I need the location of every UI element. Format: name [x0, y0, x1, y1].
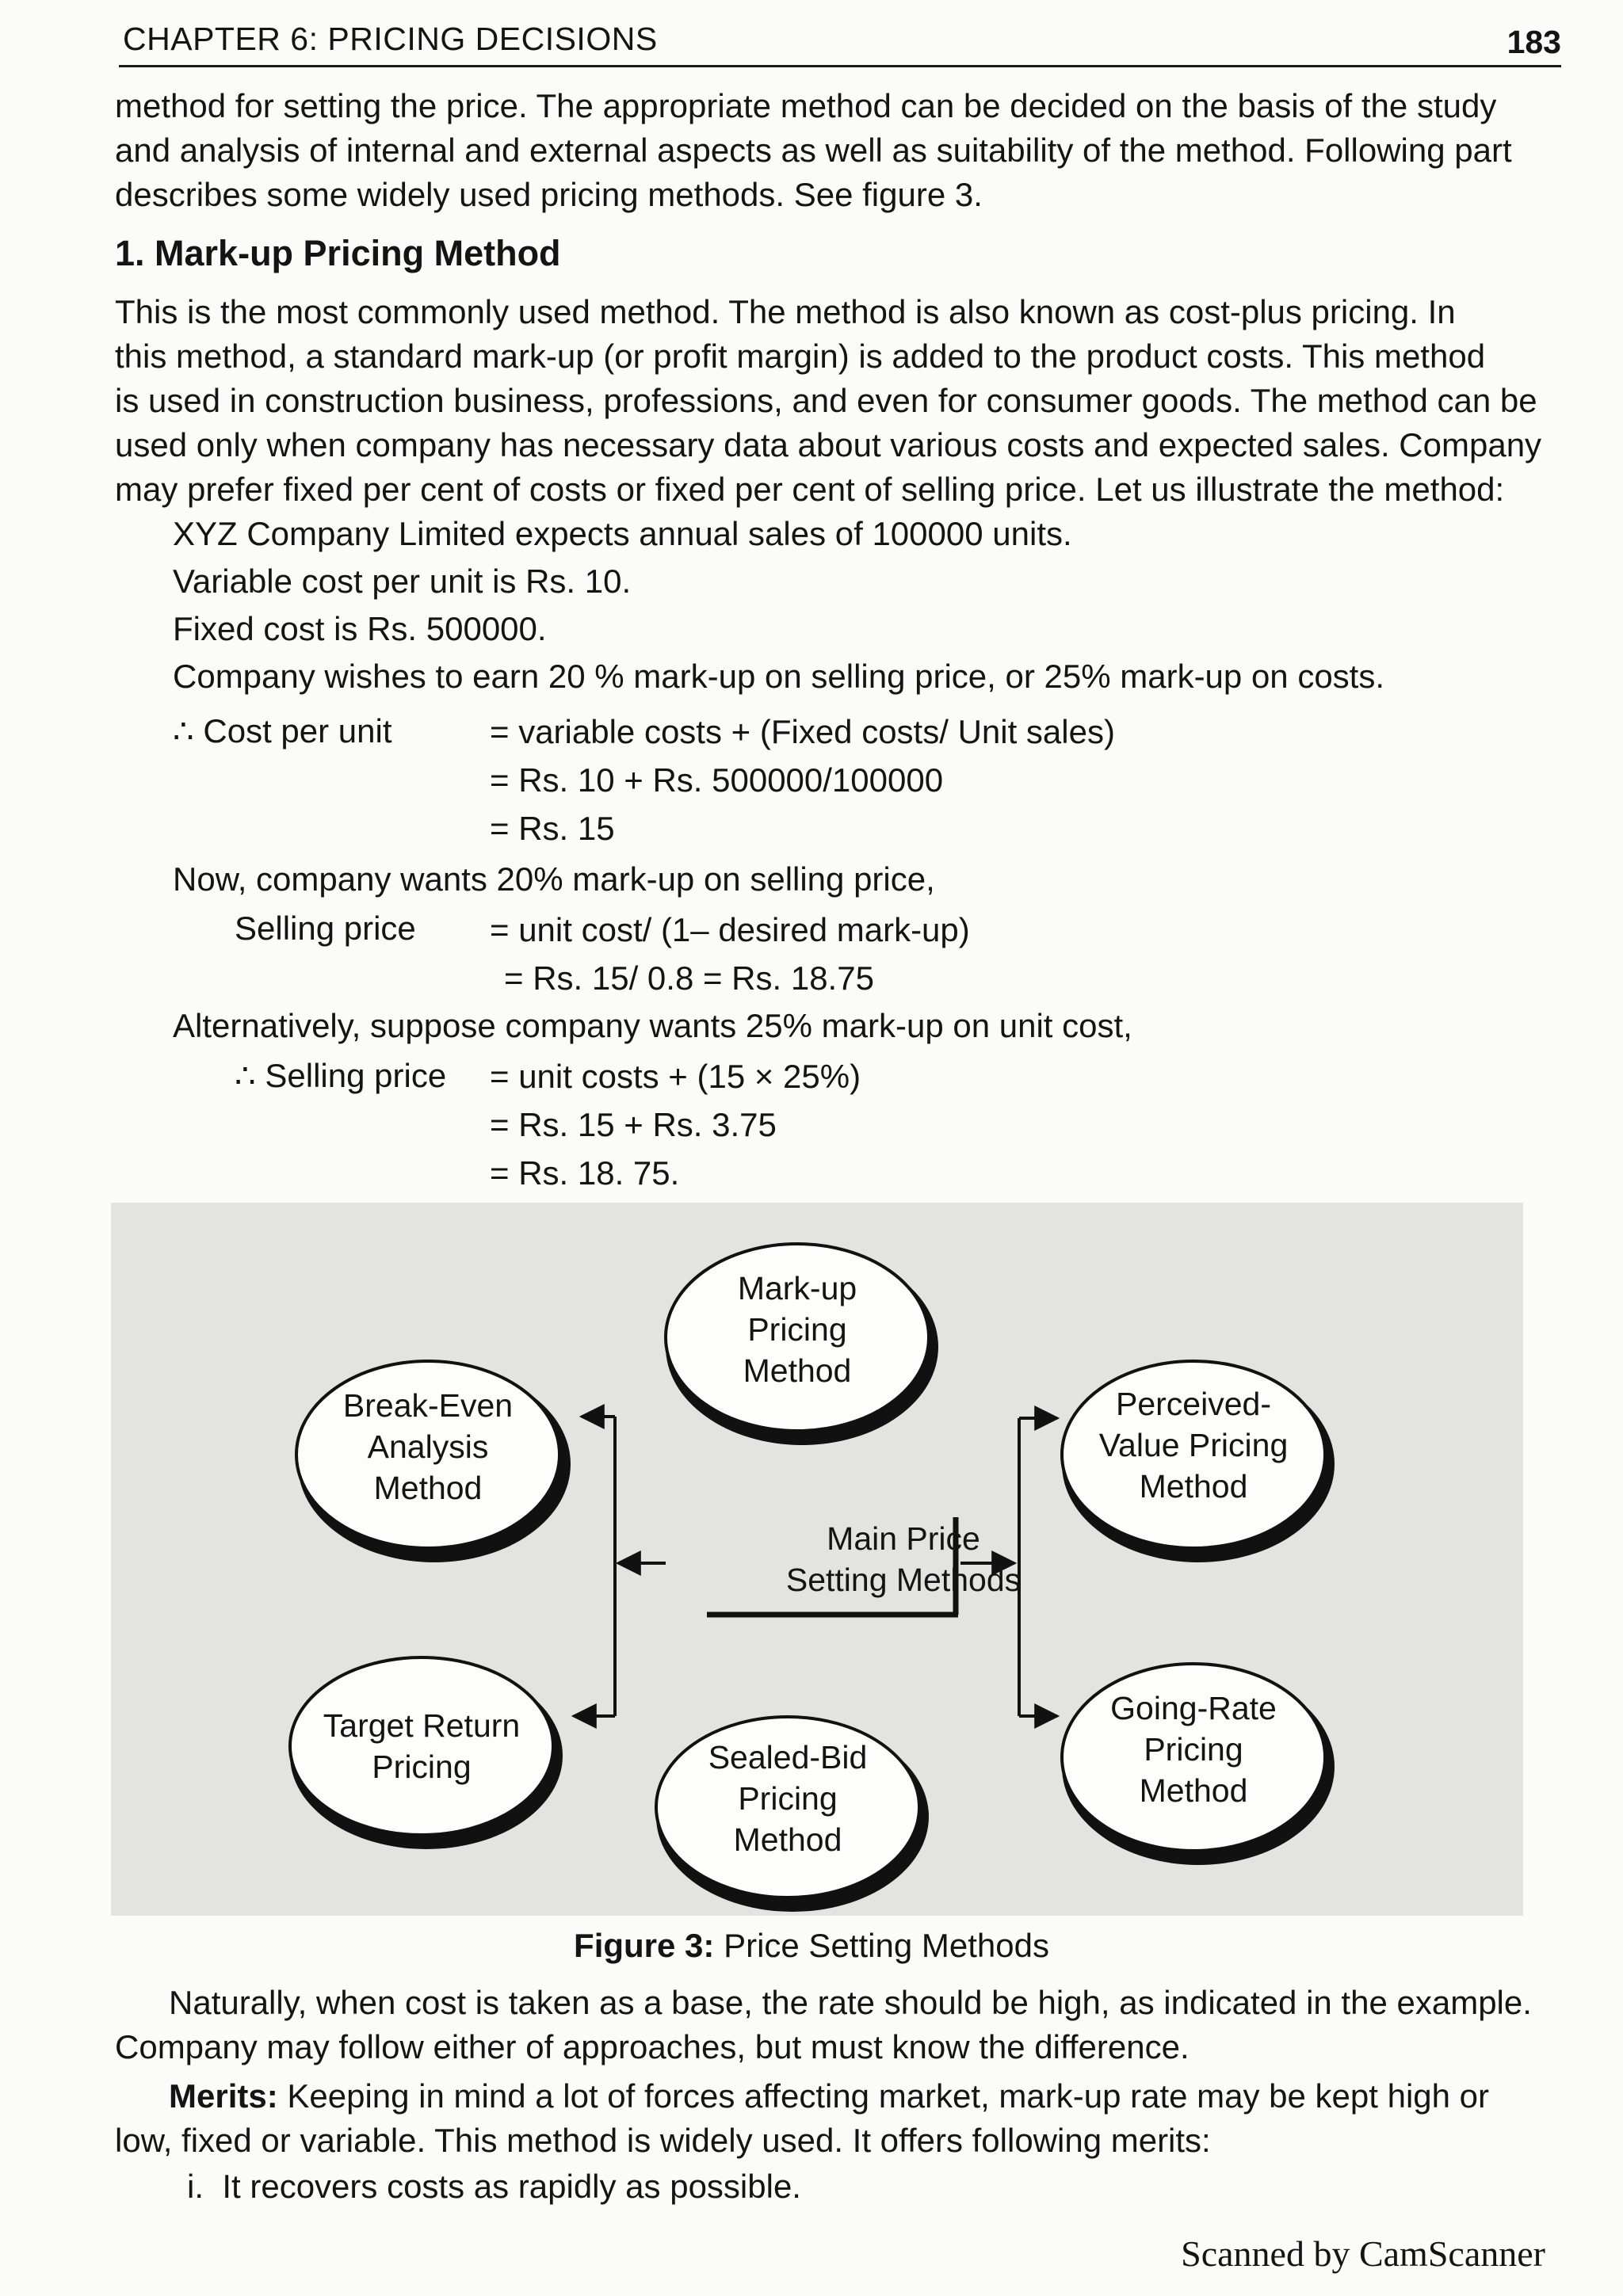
node-label: Value Pricing: [1098, 1427, 1289, 1463]
selling-price-step: = unit cost/ (1– desired mark-up): [490, 911, 970, 948]
node-label: Pricing: [738, 1780, 838, 1817]
perceived-value-node: [1099, 1383, 1289, 1507]
section-line: may prefer fixed per cent of costs or fixed per cent of selling price. Let us illustrate the method:: [115, 471, 1505, 508]
example-fact: Company wishes to earn 20 % mark-up on selling price, or 25% mark-up on costs.: [173, 658, 1385, 695]
chapter-header: CHAPTER 6: PRICING DECISIONS: [123, 21, 658, 57]
node-label: Break-Even: [342, 1387, 514, 1424]
node-label: Pricing: [1144, 1731, 1243, 1768]
node-label: Pricing: [747, 1311, 847, 1348]
node-label: Method: [743, 1352, 852, 1389]
selling-price-alt-label: ∴ Selling price: [235, 1057, 447, 1094]
node-label: Going-Rate: [1110, 1690, 1277, 1726]
merits-label: Merits:: [169, 2077, 278, 2115]
merits-text: Keeping in mind a lot of forces affecting market, mark-up rate may be kept high or: [277, 2077, 1490, 2115]
section-line: used only when company has necessary data about various costs and expected sales. Company: [115, 426, 1542, 463]
node-label: Target Return: [323, 1707, 521, 1744]
example-fact: Variable cost per unit is Rs. 10.: [173, 563, 632, 600]
figure-caption-number: Figure 3:: [574, 1927, 715, 1964]
node-label: Analysis: [367, 1428, 489, 1465]
breakeven-analysis-node: [343, 1385, 513, 1508]
main-price-setting-methods-label: [786, 1518, 1021, 1600]
alternative-line: Alternatively, suppose company wants 25% mark-up on unit cost,: [173, 1007, 1132, 1044]
section-line: This is the most commonly used method. The method is also known as cost-plus pricing. In: [115, 293, 1456, 330]
node-label: Method: [1139, 1468, 1248, 1505]
section-heading: 1. Mark-up Pricing Method: [115, 233, 561, 273]
merit-number: i.: [187, 2168, 204, 2205]
cost-step: = variable costs + (Fixed costs/ Unit sales): [490, 713, 1115, 750]
example-fact: Fixed cost is Rs. 500000.: [173, 610, 547, 647]
section-line: is used in construction business, professions, and even for consumer goods. The method can be: [115, 382, 1537, 419]
node-label: Pricing: [372, 1749, 472, 1785]
figure-caption: [0, 1927, 1623, 1965]
selling-price-alt-step: = unit costs + (15 × 25%): [490, 1058, 861, 1095]
selling-price-alt-step: = Rs. 18. 75.: [490, 1154, 680, 1192]
scanner-watermark: Scanned by CamScanner: [1181, 2233, 1545, 2274]
after-line: Naturally, when cost is taken as a base, the rate should be high, as indicated in the example.: [169, 1984, 1532, 2021]
node-label: Sealed-Bid: [708, 1739, 868, 1775]
intro-paragraph: [115, 84, 1553, 217]
figure-price-setting-methods: [111, 1203, 1523, 1916]
intro-line: method for setting the price. The appropriate method can be decided on the basis of the study: [115, 87, 1497, 124]
after-line: Company may follow either of approaches, but must know the difference.: [115, 2028, 1190, 2065]
figure-caption-text: Price Setting Methods: [714, 1927, 1049, 1964]
merit-text: It recovers costs as rapidly as possible.: [222, 2168, 801, 2205]
section-line: this method, a standard mark-up (or profit margin) is added to the product costs. This method: [115, 338, 1486, 375]
node-label: Method: [373, 1470, 483, 1506]
center-label: Main Price: [827, 1520, 980, 1557]
example-fact: XYZ Company Limited expects annual sales of 100000 units.: [173, 515, 1072, 552]
page-number: 183: [1507, 24, 1561, 60]
sealed-bid-node: [708, 1737, 868, 1860]
intro-line: and analysis of internal and external aspects as well as suitability of the method. Following part: [115, 132, 1512, 169]
merits-line: [115, 2074, 1553, 2119]
node-label: Method: [1139, 1772, 1248, 1809]
example-facts: [173, 510, 1384, 700]
cost-per-unit-label: ∴ Cost per unit: [173, 712, 392, 749]
header-rule: [119, 65, 1561, 67]
center-label: Setting Methods: [785, 1562, 1022, 1598]
cost-step: = Rs. 10 + Rs. 500000/100000: [490, 761, 944, 799]
markup-pricing-node: [738, 1268, 857, 1391]
node-label: Method: [733, 1821, 842, 1858]
selling-price-step: = Rs. 15/ 0.8 = Rs. 18.75: [504, 959, 874, 997]
merit-list-item: [187, 2163, 801, 2210]
target-return-node: [323, 1705, 520, 1787]
node-label: Mark-up: [737, 1270, 857, 1306]
intro-line: describes some widely used pricing methods. See figure 3.: [115, 176, 983, 213]
merits-line: low, fixed or variable. This method is widely used. It offers following merits:: [115, 2122, 1211, 2159]
now-line: Now, company wants 20% mark-up on selling price,: [173, 860, 935, 898]
after-paragraph: [115, 1981, 1553, 2069]
section-paragraph: [115, 290, 1553, 512]
cost-step: = Rs. 15: [490, 810, 615, 847]
selling-price-label: Selling price: [235, 910, 416, 947]
going-rate-node: [1110, 1688, 1277, 1811]
node-label: Perceived-: [1116, 1386, 1271, 1422]
merits-paragraph: [115, 2074, 1553, 2163]
selling-price-alt-step: = Rs. 15 + Rs. 3.75: [490, 1106, 777, 1143]
